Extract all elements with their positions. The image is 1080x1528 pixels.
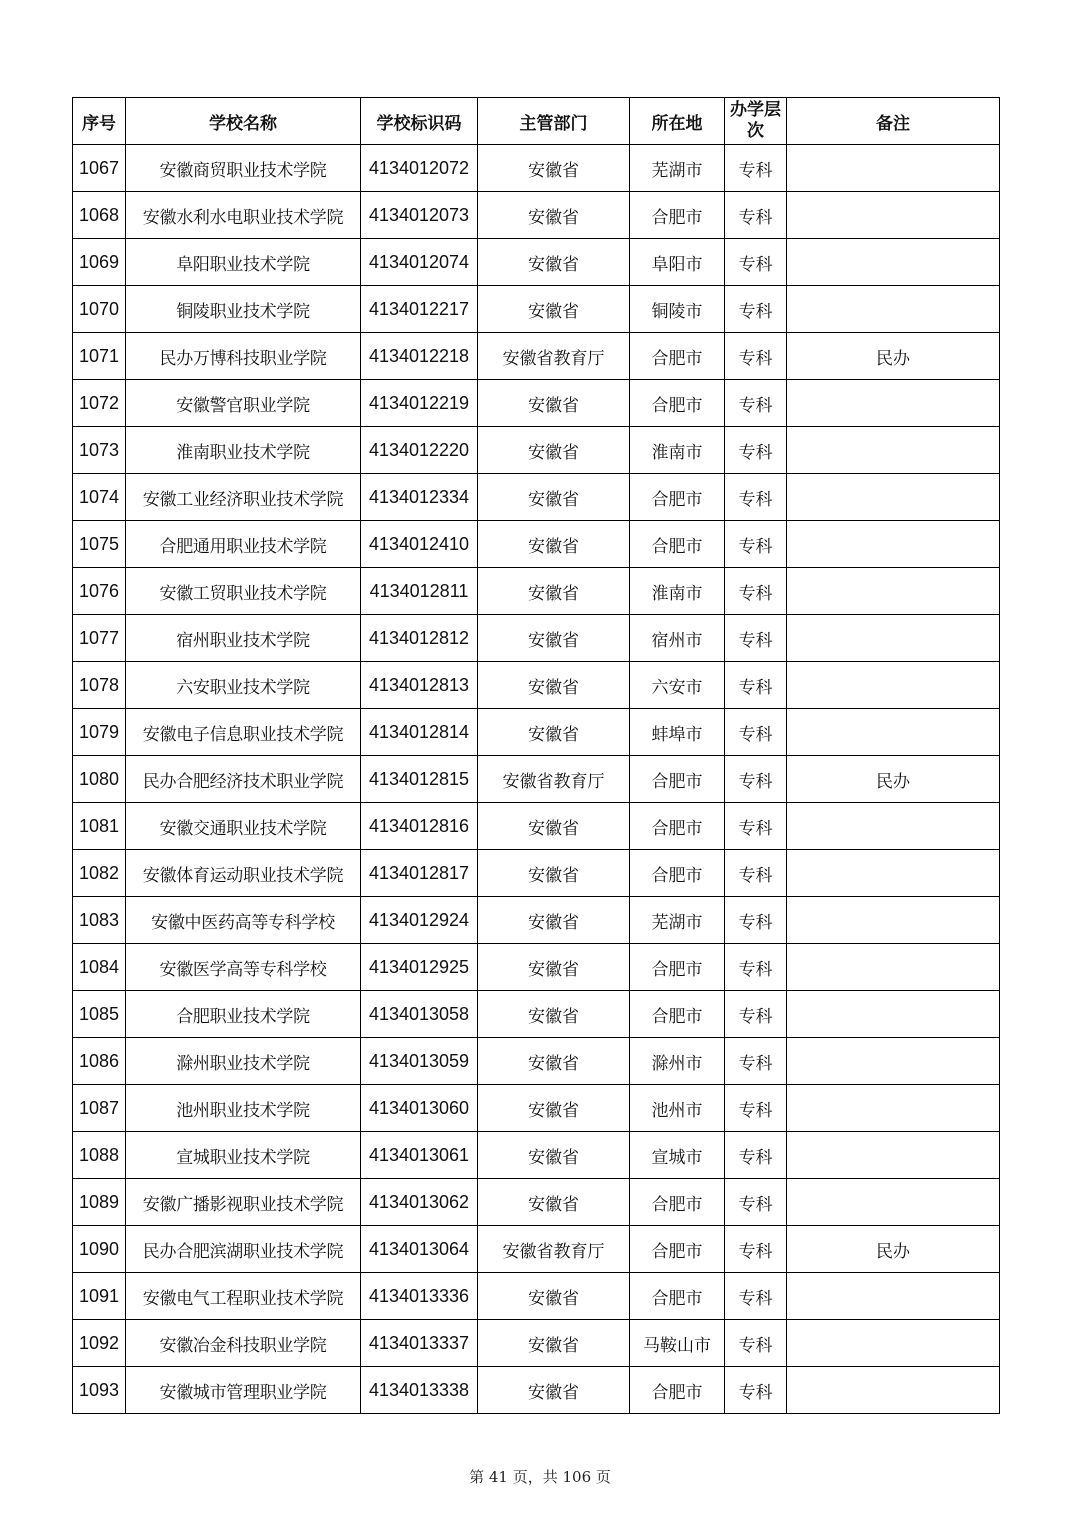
cell-department: 安徽省 xyxy=(478,1367,630,1414)
cell-school-code: 4134012811 xyxy=(361,568,478,615)
table-row xyxy=(73,474,1000,521)
table-body xyxy=(73,145,1000,1414)
cell-school-name: 宣城职业技术学院 xyxy=(126,1132,361,1179)
cell-school-name: 安徽警官职业学院 xyxy=(126,380,361,427)
cell-school-name: 安徽城市管理职业学院 xyxy=(126,1367,361,1414)
cell-location: 合肥市 xyxy=(630,333,725,380)
cell-level: 专科 xyxy=(725,145,787,192)
cell-note: 民办 xyxy=(787,1226,1000,1273)
cell-department: 安徽省 xyxy=(478,427,630,474)
cell-location: 宿州市 xyxy=(630,615,725,662)
cell-note xyxy=(787,568,1000,615)
cell-note xyxy=(787,286,1000,333)
cell-department: 安徽省教育厅 xyxy=(478,1226,630,1273)
cell-school-code: 4134012813 xyxy=(361,662,478,709)
table-row xyxy=(73,1320,1000,1367)
cell-level: 专科 xyxy=(725,1320,787,1367)
cell-seq: 1091 xyxy=(73,1273,126,1320)
cell-seq: 1069 xyxy=(73,239,126,286)
cell-department: 安徽省 xyxy=(478,568,630,615)
cell-school-name: 安徽冶金科技职业学院 xyxy=(126,1320,361,1367)
cell-note: 民办 xyxy=(787,756,1000,803)
cell-location: 马鞍山市 xyxy=(630,1320,725,1367)
cell-department: 安徽省 xyxy=(478,850,630,897)
cell-school-code: 4134012816 xyxy=(361,803,478,850)
cell-school-code: 4134013337 xyxy=(361,1320,478,1367)
cell-location: 铜陵市 xyxy=(630,286,725,333)
cell-location: 淮南市 xyxy=(630,427,725,474)
cell-school-name: 安徽广播影视职业技术学院 xyxy=(126,1179,361,1226)
cell-school-code: 4134012334 xyxy=(361,474,478,521)
cell-department: 安徽省 xyxy=(478,615,630,662)
cell-department: 安徽省 xyxy=(478,286,630,333)
cell-note xyxy=(787,1132,1000,1179)
cell-level: 专科 xyxy=(725,1038,787,1085)
cell-note xyxy=(787,192,1000,239)
cell-level: 专科 xyxy=(725,1273,787,1320)
table-row xyxy=(73,145,1000,192)
table-row xyxy=(73,756,1000,803)
cell-school-name: 安徽中医药高等专科学校 xyxy=(126,897,361,944)
cell-school-name: 民办万博科技职业学院 xyxy=(126,333,361,380)
table-row xyxy=(73,1085,1000,1132)
cell-department: 安徽省 xyxy=(478,991,630,1038)
cell-level: 专科 xyxy=(725,897,787,944)
cell-level: 专科 xyxy=(725,709,787,756)
cell-level: 专科 xyxy=(725,850,787,897)
cell-department: 安徽省 xyxy=(478,662,630,709)
cell-level: 专科 xyxy=(725,944,787,991)
cell-seq: 1082 xyxy=(73,850,126,897)
cell-location: 合肥市 xyxy=(630,192,725,239)
cell-note xyxy=(787,239,1000,286)
table-row xyxy=(73,615,1000,662)
cell-school-name: 合肥职业技术学院 xyxy=(126,991,361,1038)
table-row xyxy=(73,803,1000,850)
header-row xyxy=(73,98,1000,145)
cell-school-code: 4134013338 xyxy=(361,1367,478,1414)
cell-department: 安徽省 xyxy=(478,192,630,239)
cell-school-code: 4134013060 xyxy=(361,1085,478,1132)
cell-seq: 1072 xyxy=(73,380,126,427)
cell-school-name: 淮南职业技术学院 xyxy=(126,427,361,474)
cell-school-name: 安徽电子信息职业技术学院 xyxy=(126,709,361,756)
cell-level: 专科 xyxy=(725,380,787,427)
cell-level: 专科 xyxy=(725,568,787,615)
school-list-table xyxy=(72,97,1000,1414)
table-row xyxy=(73,1179,1000,1226)
cell-department: 安徽省 xyxy=(478,1132,630,1179)
table-row xyxy=(73,239,1000,286)
cell-level: 专科 xyxy=(725,615,787,662)
cell-school-code: 4134012817 xyxy=(361,850,478,897)
cell-school-code: 4134012074 xyxy=(361,239,478,286)
cell-school-code: 4134012218 xyxy=(361,333,478,380)
cell-note xyxy=(787,1320,1000,1367)
cell-school-code: 4134013059 xyxy=(361,1038,478,1085)
cell-school-code: 4134013061 xyxy=(361,1132,478,1179)
cell-school-name: 安徽电气工程职业技术学院 xyxy=(126,1273,361,1320)
cell-note xyxy=(787,991,1000,1038)
cell-seq: 1068 xyxy=(73,192,126,239)
table-row xyxy=(73,1038,1000,1085)
cell-department: 安徽省 xyxy=(478,1085,630,1132)
cell-note xyxy=(787,1179,1000,1226)
cell-level: 专科 xyxy=(725,239,787,286)
table-row xyxy=(73,1226,1000,1273)
cell-department: 安徽省 xyxy=(478,145,630,192)
cell-seq: 1090 xyxy=(73,1226,126,1273)
cell-note xyxy=(787,1085,1000,1132)
cell-location: 合肥市 xyxy=(630,1179,725,1226)
cell-school-code: 4134013336 xyxy=(361,1273,478,1320)
cell-department: 安徽省 xyxy=(478,239,630,286)
cell-seq: 1092 xyxy=(73,1320,126,1367)
table-row xyxy=(73,380,1000,427)
cell-location: 合肥市 xyxy=(630,474,725,521)
cell-seq: 1087 xyxy=(73,1085,126,1132)
table-row xyxy=(73,333,1000,380)
cell-school-code: 4134012220 xyxy=(361,427,478,474)
cell-department: 安徽省 xyxy=(478,1179,630,1226)
cell-level: 专科 xyxy=(725,991,787,1038)
cell-school-code: 4134012217 xyxy=(361,286,478,333)
cell-note xyxy=(787,474,1000,521)
cell-school-name: 民办合肥滨湖职业技术学院 xyxy=(126,1226,361,1273)
cell-note xyxy=(787,944,1000,991)
cell-location: 合肥市 xyxy=(630,944,725,991)
cell-location: 合肥市 xyxy=(630,1273,725,1320)
cell-location: 合肥市 xyxy=(630,1367,725,1414)
cell-school-code: 4134012812 xyxy=(361,615,478,662)
cell-seq: 1085 xyxy=(73,991,126,1038)
cell-school-name: 民办合肥经济技术职业学院 xyxy=(126,756,361,803)
cell-department: 安徽省 xyxy=(478,709,630,756)
cell-department: 安徽省 xyxy=(478,1038,630,1085)
header-school-name: 学校名称 xyxy=(126,98,361,145)
cell-seq: 1076 xyxy=(73,568,126,615)
cell-location: 合肥市 xyxy=(630,850,725,897)
cell-level: 专科 xyxy=(725,521,787,568)
table-header xyxy=(73,98,1000,145)
cell-seq: 1079 xyxy=(73,709,126,756)
cell-school-code: 4134013058 xyxy=(361,991,478,1038)
cell-school-code: 4134012925 xyxy=(361,944,478,991)
cell-seq: 1073 xyxy=(73,427,126,474)
cell-school-name: 安徽工贸职业技术学院 xyxy=(126,568,361,615)
cell-school-code: 4134013062 xyxy=(361,1179,478,1226)
cell-location: 池州市 xyxy=(630,1085,725,1132)
cell-note xyxy=(787,615,1000,662)
header-school-code: 学校标识码 xyxy=(361,98,478,145)
header-department: 主管部门 xyxy=(478,98,630,145)
cell-location: 合肥市 xyxy=(630,521,725,568)
cell-location: 合肥市 xyxy=(630,991,725,1038)
cell-school-name: 滁州职业技术学院 xyxy=(126,1038,361,1085)
cell-note xyxy=(787,521,1000,568)
cell-location: 合肥市 xyxy=(630,803,725,850)
header-level: 办学层次 xyxy=(725,98,787,145)
cell-location: 蚌埠市 xyxy=(630,709,725,756)
cell-location: 芜湖市 xyxy=(630,897,725,944)
cell-school-code: 4134012219 xyxy=(361,380,478,427)
cell-note xyxy=(787,145,1000,192)
cell-note xyxy=(787,897,1000,944)
table-row xyxy=(73,850,1000,897)
table-row xyxy=(73,662,1000,709)
table-row xyxy=(73,286,1000,333)
cell-school-name: 宿州职业技术学院 xyxy=(126,615,361,662)
cell-department: 安徽省 xyxy=(478,1320,630,1367)
header-seq: 序号 xyxy=(73,98,126,145)
cell-seq: 1077 xyxy=(73,615,126,662)
cell-note xyxy=(787,380,1000,427)
cell-school-name: 安徽交通职业技术学院 xyxy=(126,803,361,850)
cell-school-name: 六安职业技术学院 xyxy=(126,662,361,709)
cell-location: 宣城市 xyxy=(630,1132,725,1179)
table-row xyxy=(73,521,1000,568)
cell-school-code: 4134013064 xyxy=(361,1226,478,1273)
cell-school-name: 池州职业技术学院 xyxy=(126,1085,361,1132)
cell-level: 专科 xyxy=(725,333,787,380)
table-row xyxy=(73,192,1000,239)
cell-note: 民办 xyxy=(787,333,1000,380)
table-row xyxy=(73,1132,1000,1179)
cell-seq: 1071 xyxy=(73,333,126,380)
cell-note xyxy=(787,709,1000,756)
table-row xyxy=(73,568,1000,615)
cell-seq: 1078 xyxy=(73,662,126,709)
cell-school-name: 阜阳职业技术学院 xyxy=(126,239,361,286)
cell-school-code: 4134012815 xyxy=(361,756,478,803)
cell-department: 安徽省 xyxy=(478,803,630,850)
table-row xyxy=(73,709,1000,756)
cell-seq: 1084 xyxy=(73,944,126,991)
cell-level: 专科 xyxy=(725,1132,787,1179)
cell-location: 六安市 xyxy=(630,662,725,709)
cell-department: 安徽省 xyxy=(478,474,630,521)
cell-note xyxy=(787,1038,1000,1085)
cell-seq: 1067 xyxy=(73,145,126,192)
cell-note xyxy=(787,803,1000,850)
cell-seq: 1083 xyxy=(73,897,126,944)
cell-note xyxy=(787,427,1000,474)
cell-location: 滁州市 xyxy=(630,1038,725,1085)
cell-department: 安徽省 xyxy=(478,897,630,944)
cell-department: 安徽省教育厅 xyxy=(478,756,630,803)
cell-location: 合肥市 xyxy=(630,380,725,427)
table-row xyxy=(73,944,1000,991)
cell-level: 专科 xyxy=(725,427,787,474)
cell-location: 淮南市 xyxy=(630,568,725,615)
cell-location: 阜阳市 xyxy=(630,239,725,286)
cell-location: 芜湖市 xyxy=(630,145,725,192)
cell-seq: 1081 xyxy=(73,803,126,850)
cell-level: 专科 xyxy=(725,286,787,333)
cell-level: 专科 xyxy=(725,756,787,803)
cell-school-name: 安徽医学高等专科学校 xyxy=(126,944,361,991)
table-row xyxy=(73,1367,1000,1414)
cell-school-code: 4134012814 xyxy=(361,709,478,756)
cell-level: 专科 xyxy=(725,803,787,850)
cell-school-code: 4134012924 xyxy=(361,897,478,944)
cell-school-name: 合肥通用职业技术学院 xyxy=(126,521,361,568)
page-footer: 第 41 页，共 106 页 xyxy=(469,1468,611,1486)
cell-note xyxy=(787,1367,1000,1414)
cell-department: 安徽省 xyxy=(478,521,630,568)
cell-seq: 1074 xyxy=(73,474,126,521)
cell-note xyxy=(787,662,1000,709)
table-row xyxy=(73,427,1000,474)
cell-level: 专科 xyxy=(725,1367,787,1414)
cell-level: 专科 xyxy=(725,662,787,709)
cell-department: 安徽省 xyxy=(478,1273,630,1320)
cell-department: 安徽省教育厅 xyxy=(478,333,630,380)
cell-level: 专科 xyxy=(725,1226,787,1273)
cell-seq: 1070 xyxy=(73,286,126,333)
cell-school-name: 安徽水利水电职业技术学院 xyxy=(126,192,361,239)
cell-seq: 1075 xyxy=(73,521,126,568)
cell-location: 合肥市 xyxy=(630,1226,725,1273)
cell-note xyxy=(787,850,1000,897)
table-row xyxy=(73,897,1000,944)
cell-seq: 1093 xyxy=(73,1367,126,1414)
header-note: 备注 xyxy=(787,98,1000,145)
cell-seq: 1086 xyxy=(73,1038,126,1085)
cell-level: 专科 xyxy=(725,474,787,521)
cell-department: 安徽省 xyxy=(478,380,630,427)
cell-school-name: 安徽体育运动职业技术学院 xyxy=(126,850,361,897)
cell-department: 安徽省 xyxy=(478,944,630,991)
cell-school-name: 安徽商贸职业技术学院 xyxy=(126,145,361,192)
cell-seq: 1088 xyxy=(73,1132,126,1179)
cell-seq: 1089 xyxy=(73,1179,126,1226)
cell-school-code: 4134012073 xyxy=(361,192,478,239)
table-row xyxy=(73,991,1000,1038)
cell-location: 合肥市 xyxy=(630,756,725,803)
cell-level: 专科 xyxy=(725,192,787,239)
table-row xyxy=(73,1273,1000,1320)
cell-school-name: 安徽工业经济职业技术学院 xyxy=(126,474,361,521)
cell-note xyxy=(787,1273,1000,1320)
cell-level: 专科 xyxy=(725,1085,787,1132)
header-location: 所在地 xyxy=(630,98,725,145)
cell-seq: 1080 xyxy=(73,756,126,803)
cell-school-code: 4134012410 xyxy=(361,521,478,568)
cell-school-name: 铜陵职业技术学院 xyxy=(126,286,361,333)
cell-level: 专科 xyxy=(725,1179,787,1226)
cell-school-code: 4134012072 xyxy=(361,145,478,192)
